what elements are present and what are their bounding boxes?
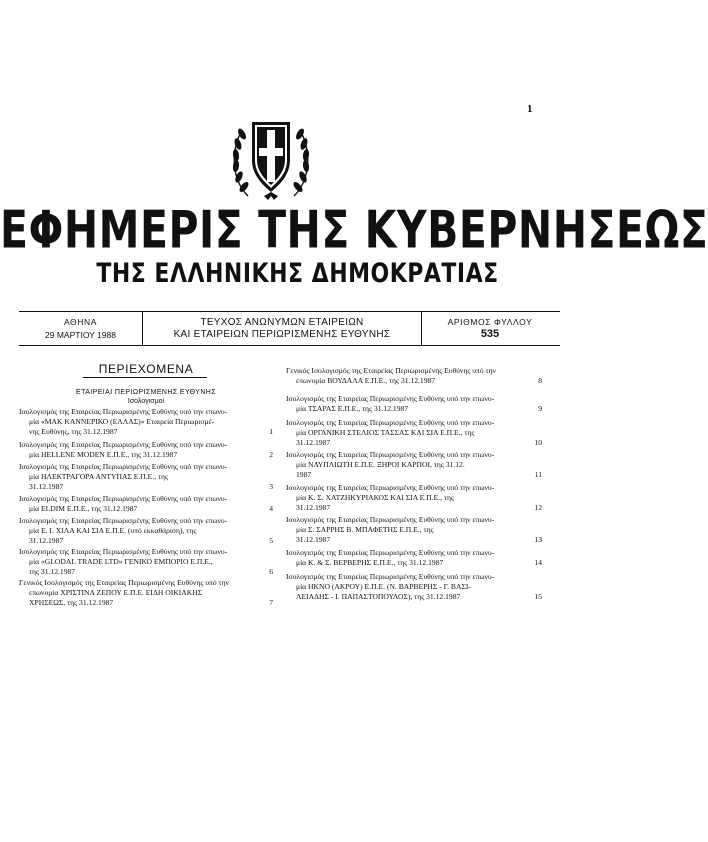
toc-entry-line: Γενικός Ισολογισμός της Εταιρείας Περιωρισμένης Ευθύνης υπό την [19,578,229,587]
toc-entry[interactable] [19,516,273,547]
toc-entry-page: 9 [538,404,542,414]
toc-entry-page: 14 [534,558,542,568]
toc-subsection-heading: Ισολογισμοί [127,398,165,405]
toc-entry-line: Ισολογισμός της Εταιρείας Περιωρισμένης Ευθύνης υπό την επωνυ- [19,494,228,503]
toc-entry-page: 5 [269,536,273,546]
toc-entry-line: ΧΡΗΣΕΩΣ, της 31.12.1987 [29,598,114,608]
toc-entry-line: μία Κ. & Σ. ΒΕΡΒΕΡΗΣ Ε.Π.Ε., της 31.12.1987 [296,558,444,568]
toc-entry-page: 4 [269,504,273,514]
header-issue-line1: ΤΕΥΧΟΣ ΑΝΩΝΥΜΩΝ ΕΤΑΙΡΕΙΩΝ [200,317,364,328]
toc-entry[interactable] [19,462,273,493]
toc-entry-page: 2 [269,450,273,460]
toc-entry-line: Ισολογισμός της Εταιρείας Περιωρισμένης Ευθύνης υπό την επωνυ- [19,462,228,471]
header-issue-type [142,312,422,345]
header-place-date [19,312,142,345]
toc-entry-line: μία Σ. ΣΑΡΡΗΣ Β. ΜΠΑΦΕΤΗΣ Ε.Π.Ε., της [296,525,434,535]
toc-entry-line: 31.12.1987 [296,438,331,448]
toc-entry[interactable] [19,547,273,578]
toc-entry-line: Ισολογισμός της Εταιρείας Περιωρισμένης Ευθύνης υπό την επωνυ- [286,394,495,403]
toc-entry[interactable] [19,578,273,609]
toc-title-rule [83,377,207,378]
toc-entry-page: 3 [269,482,273,492]
toc-entry-page: 15 [534,592,542,602]
header-city: ΑΘΗΝΑ [63,317,98,327]
toc-entry-line: επωνυμία ΧΡΙΣΤΙΝΑ ΖΕΠΟΥ Ε.Π.Ε. ΕΙΔΗ ΟΙΚΙΑΚΗΣ [29,588,203,598]
toc-entry-line: Ισολογισμός της Εταιρείας Περιωρισμένης Ευθύνης υπό την επωνυ- [286,548,495,557]
toc-entry[interactable] [286,418,542,449]
toc-entry[interactable] [286,483,542,514]
masthead-subtitle: ΤΗΣ ΕΛΛΗΝΙΚΗΣ ΔΗΜΟΚΡΑΤΙΑΣ [96,259,499,289]
toc-entry-line: μία «ΜΑΚ ΚΑΝΝΕΡΙΚΟ (ΕΛΛΑΣ)» Εταιρεία Περιωρισμέ- [29,417,215,427]
toc-entry-line: μία «GLODAL TRADE LTD» ΓΕΝΙΚΟ ΕΜΠΟΡΙΟ Ε.Π.Ε., [29,557,213,567]
toc-entry-line: επωνυμία ΒΟΥΔΑΛΑ Ε.Π.Ε., της 31.12.1987 [296,376,436,386]
toc-entry-line: 31.12.1987 [296,535,331,545]
masthead-title: ΕΦΗΜΕΡΙΣ ΤΗΣ ΚΥΒΕΡΝΗΣΕΩΣ [0,200,708,260]
toc-entry-page: 6 [269,567,273,577]
toc-title: ΠΕΡΙΕΧΟΜΕΝΑ [98,362,194,376]
toc-entry-line: μία ΟΡΓΑΝΙΚΗ ΣΤΕΛΙΟΣ ΤΑΣΣΑΣ ΚΑΙ ΣΙΑ Ε.Π.Ε., της [296,428,475,438]
toc-entry[interactable] [19,407,273,438]
header-sheet-label: ΑΡΙΘΜΟΣ ΦΥΛΛΟΥ [447,317,533,327]
page-number: 1 [527,103,533,115]
toc-entry-line: μία ΗΛΕΚΤΡΑΓΟΡΑ ΑΝΤΥΠΑΣ Ε.Π.Ε., της [29,472,169,482]
toc-entry-line: μία Κ. Σ. ΧΑΤΖΗΚΥΡΙΑΚΟΣ ΚΑΙ ΣΙΑ Ε.Π.Ε., της [296,493,454,503]
toc-entry[interactable] [286,548,542,568]
toc-entry-line: μία ΗΚΝΟ (ΑΚΡΟΥ) Ε.Π.Ε. (Ν. ΒΑΡΒΕΡΗΣ - Γ. ΒΑΣΙ- [296,582,471,592]
toc-entry[interactable] [286,450,542,481]
toc-entry[interactable] [286,572,542,603]
toc-entry-line: Ισολογισμός της Εταιρείας Περιωρισμένης Ευθύνης υπό την επωνυ- [286,572,495,581]
toc-entry-line: 31.12.1987 [296,503,331,513]
toc-entry-line: μία ΝΑΥΠΛΙΩΤΗ Ε.Π.Ε. ΞΗΡΟΙ ΚΑΡΠΟΙ, της 31.12. [296,460,465,470]
toc-entry-line: Ισολογισμός της Εταιρείας Περιωρισμένης Ευθύνης υπό την επωνυ- [286,483,495,492]
toc-entry-line: μία ELDIM Ε.Π.Ε., της 31.12.1987 [29,504,138,514]
toc-entry-page: 13 [534,535,542,545]
header-issue-line2: ΚΑΙ ΕΤΑΙΡΕΙΩΝ ΠΕΡΙΩΡΙΣΜΕΝΗΣ ΕΥΘΥΝΗΣ [173,329,391,340]
toc-entry-line: μία ΤΣΑΡΑΣ Ε.Π.Ε., της 31.12.1987 [296,404,409,414]
toc-entry-page: 10 [534,438,542,448]
toc-entry-page: 7 [269,598,273,608]
issue-header [19,311,560,346]
toc-entry[interactable] [19,440,273,460]
toc-entry[interactable] [19,494,273,514]
toc-entry-line: μία HELLENE MODEN Ε.Π.Ε., της 31.12.1987 [29,450,178,460]
toc-entry-page: 12 [534,503,542,513]
toc-entry-line: Ισολογισμός της Εταιρείας Περιωρισμένης Ευθύνης υπό την επωνυ- [19,407,228,416]
toc-entry-line: 31.12.1987 [29,482,64,492]
toc-entry-line: 1987 [296,470,312,480]
coat-of-arms-emblem [228,108,314,204]
toc-entry[interactable] [286,366,542,386]
toc-entry-line: Ισολογισμός της Εταιρείας Περιωρισμένης Ευθύνης υπό την επωνυ- [286,450,495,459]
toc-entry-line: Ισολογισμός της Εταιρείας Περιωρισμένης Ευθύνης υπό την επωνυ- [19,547,228,556]
toc-entry-line: μία Ε. Ι. ΧΙΛΑ ΚΑΙ ΣΙΑ Ε.Π.Ε. (υπό εκκαθάριση), της [29,526,197,536]
toc-entry-line: Γενικός Ισολογισμός της Εταιρείας Περιωρισμένης Ευθύνης υπό την [286,366,496,375]
header-sheet-number: 535 [480,328,500,340]
toc-entry-page: 8 [538,376,542,386]
toc-entry-line: Ισολογισμός της Εταιρείας Περιωρισμένης Ευθύνης υπό την επωνυ- [19,440,228,449]
toc-entry-page: 1 [269,427,273,437]
toc-entry-line: Ισολογισμός της Εταιρείας Περιωρισμένης Ευθύνης υπό την επωνυ- [286,418,495,427]
toc-entry-line: της 31.12.1987 [29,567,76,577]
toc-entry-line: νης Ευθύνης, της 31.12.1987 [29,427,118,437]
toc-section-heading: ΕΤΑΙΡΕΙΑΙ ΠΕΡΙΩΡΙΣΜΕΝΗΣ ΕΥΘΥΝΗΣ [76,389,216,396]
toc-entry-page: 11 [534,470,542,480]
toc-entry-line: ΛΕΙΑΔΗΣ - Ι. ΠΑΠΑΣΤΟΠΟΥΛΟΣ), της 31.12.1987 [296,592,461,602]
toc-entry[interactable] [286,515,542,546]
toc-entry-line: Ισολογισμός της Εταιρείας Περιωρισμένης Ευθύνης υπό την επωνυ- [286,515,495,524]
toc-entry-line: 31.12.1987 [29,536,64,546]
toc-entry[interactable] [286,394,542,414]
header-date: 29 ΜΑΡΤΙΟΥ 1988 [45,330,116,340]
header-sheet [420,312,560,345]
toc-entry-line: Ισολογισμός της Εταιρείας Περιωρισμένης Ευθύνης υπό την επωνυ- [19,516,228,525]
